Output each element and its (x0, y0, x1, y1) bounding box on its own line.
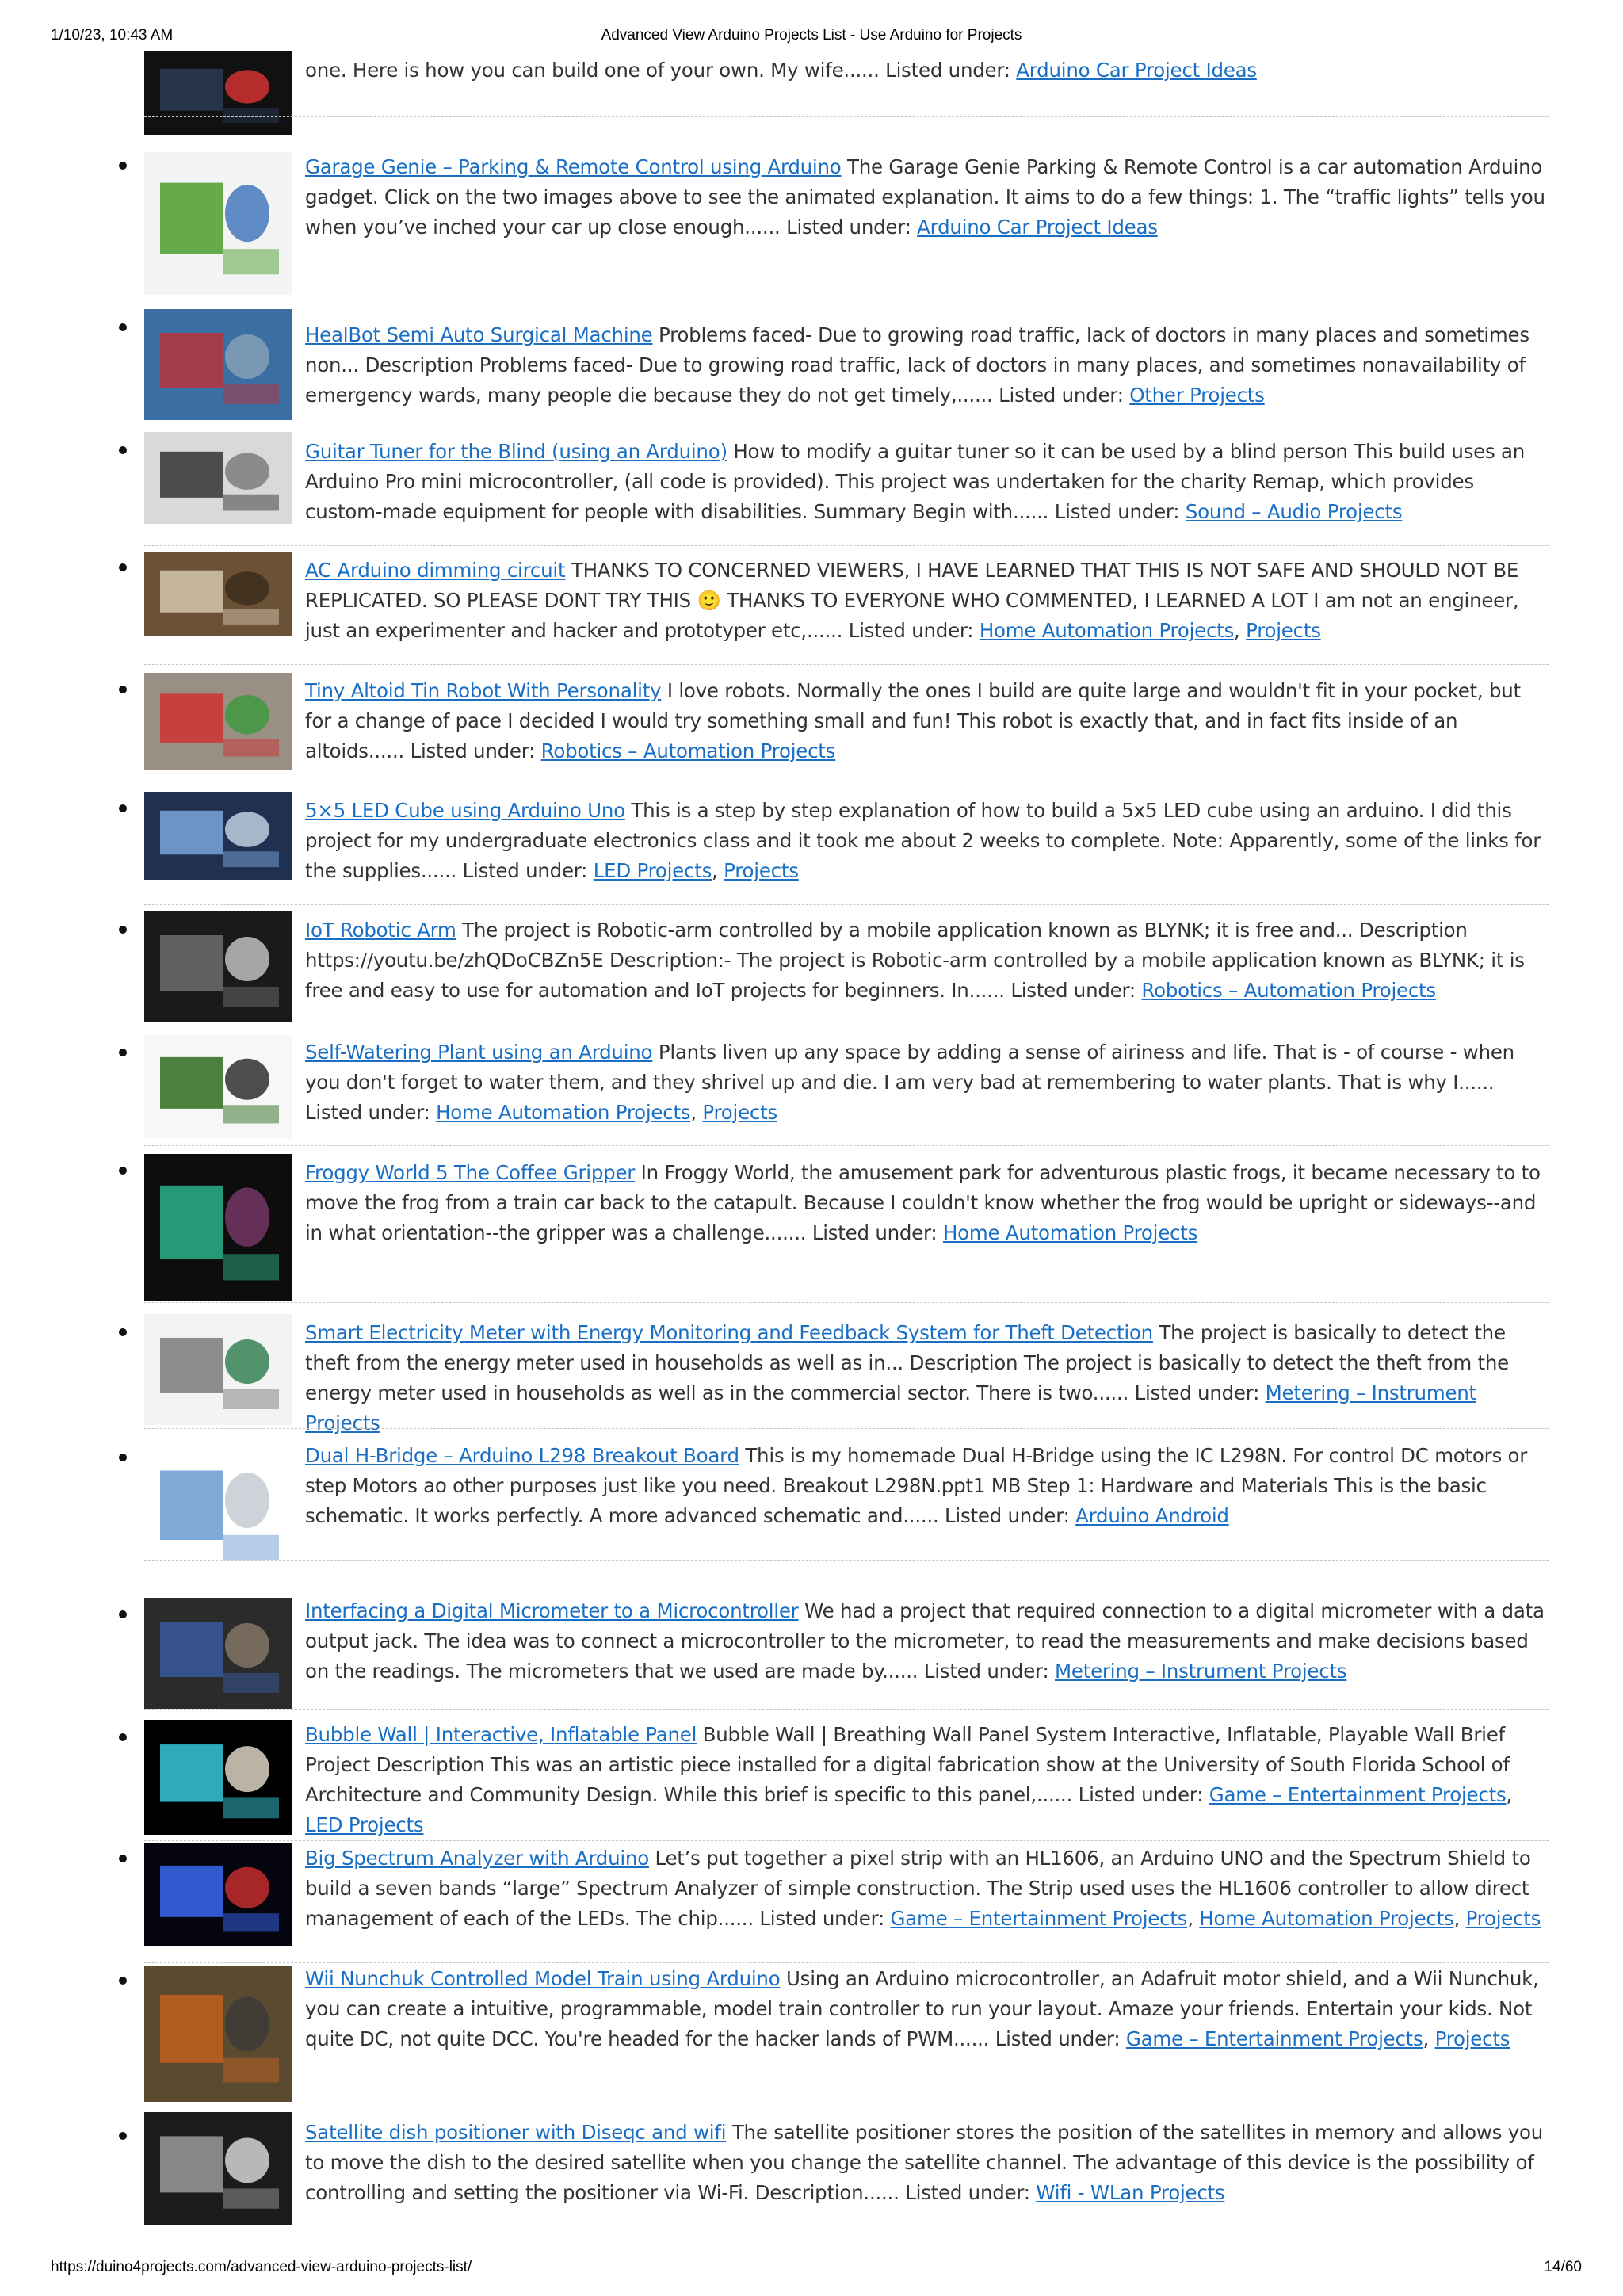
project-entry-text: Bubble Wall | Interactive, Inflatable Panel Bubble Wall | Breathing Wall Panel System Interactive, Inflatable, Playable Wall Brief Project Description This was an artistic piece installed for a digital fabrication show at the University of South Florida School of Architecture and Community Design. While this brief is specific to this panel,...... Listed under: Game – Entertainment Projects, LED Projects (305, 1723, 1513, 1836)
project-thumbnail[interactable] (144, 673, 292, 770)
project-entry-text: AC Arduino dimming circuit THANKS TO CONCERNED VIEWERS, I HAVE LEARNED THAT THIS IS NOT SAFE AND SHOULD NOT BE REPLICATED. SO PLEASE DONT TRY THIS 🙂 THANKS TO EVERYONE WHO COMMENTED, I LEARNED A LOT I am not an engineer, just an experimenter and hacker and prototyper etc,...... Listed under: Home Automation Projects, Projects (305, 559, 1519, 642)
project-title-link[interactable]: Dual H-Bridge – Arduino L298 Breakout Board (305, 1444, 739, 1467)
project-title-link[interactable]: Froggy World 5 The Coffee Gripper (305, 1161, 636, 1184)
category-link[interactable]: Game – Entertainment Projects (890, 1907, 1188, 1930)
item-separator (144, 116, 1549, 117)
item-separator (144, 1428, 1549, 1429)
listed-under-label: Listed under: (410, 739, 541, 762)
listed-under-label: Listed under: (305, 1101, 437, 1124)
project-title-link[interactable]: Smart Electricity Meter with Energy Monitoring and Feedback System for Theft Detection (305, 1321, 1153, 1344)
category-link[interactable]: Robotics – Automation Projects (540, 739, 836, 762)
category-link[interactable]: Metering – Instrument Projects (305, 1381, 1476, 1435)
listed-under-label: Listed under: (759, 1907, 891, 1930)
project-thumbnail[interactable] (144, 1843, 292, 1946)
listed-under-label: Listed under: (923, 1660, 1055, 1683)
listed-under-label: Listed under: (945, 1504, 1076, 1527)
item-separator (144, 1709, 1549, 1710)
list-bullet (119, 1328, 127, 1336)
listed-under-label: Listed under: (1078, 1783, 1209, 1806)
list-bullet (119, 1733, 127, 1741)
category-link[interactable]: Metering – Instrument Projects (1055, 1660, 1347, 1683)
item-separator (144, 904, 1549, 905)
project-title-link[interactable]: Bubble Wall | Interactive, Inflatable Panel (305, 1723, 697, 1746)
project-description: one. Here is how you can build one of your own. My wife...... (305, 59, 886, 82)
project-description: The project is Robotic-arm controlled by a mobile application known as BLYNK; it is free and... Description https://youtu.be/zhQDoCBZn5E Description:- The project is Robotic-arm controlled by a mobile application known as BLYNK; it is free and easy to use for automation and IoT projects for beginners. In...... (305, 919, 1525, 1002)
item-separator (144, 1840, 1549, 1841)
project-description: This is a step by step explanation of how to build a 5x5 LED cube using an arduino. I did this project for my undergraduate electronics class and it took me about 2 weeks to complete. Note: Apparently, some of the links for the supplies...... (305, 799, 1541, 882)
project-title-link[interactable]: Big Spectrum Analyzer with Arduino (305, 1847, 649, 1870)
category-link[interactable]: LED Projects (305, 1813, 424, 1836)
list-bullet (119, 926, 127, 934)
project-description: Bubble Wall | Breathing Wall Panel System Interactive, Inflatable, Playable Wall Brief Project Description This was an artistic piece installed for a digital fabrication show at the University of South Florida School of Architecture and Community Design. While this brief is specific to this panel,...... (305, 1723, 1510, 1806)
item-separator (144, 545, 1549, 546)
category-link[interactable]: Wifi - WLan Projects (1036, 2181, 1225, 2204)
project-entry-text (305, 676, 1549, 766)
project-description: In Froggy World, the amusement park for adventurous plastic frogs, it became necessary to to move the frog from a train car back to the catapult. Because I couldn't know whether the frog would be upright or sideways--and in what orientation--the gripper was a challenge....... (305, 1161, 1541, 1244)
listed-under-label: Listed under: (995, 2027, 1126, 2050)
project-description: I love robots. Normally the ones I build are quite large and wouldn't fit in your pocket, but for a change of pace I decided I would try something small and fun! This robot is exactly that, and in fact fits inside of an altoids...... (305, 679, 1521, 762)
item-separator (144, 1962, 1549, 1963)
project-entry-text: Wii Nunchuk Controlled Model Train using Arduino Using an Arduino microcontroller, an Adafruit motor shield, and a Wii Nunchuk, you can create a intuitive, programmable, model train controller to run your layout. Amaze your friends. Entertain your kids. Not quite DC, not quite DCC. You're headed for the hacker lands of PWM...... Listed under: Game – Entertainment Projects, Projects (305, 1967, 1539, 2050)
list-bullet (119, 1855, 127, 1862)
print-page-title: Advanced View Arduino Projects List - Use Arduino for Projects (601, 27, 1022, 44)
project-thumbnail[interactable] (144, 1441, 292, 1580)
project-entry-text (305, 1441, 1549, 1531)
project-description: The satellite positioner stores the position of the satellites in memory and allows you to move the dish to the desired satellite when you change the satellite channel. The advantage of this device is the possibility of controlling and setting the positioner via Wi-Fi. Description...... (305, 2121, 1544, 2204)
project-title-link[interactable]: Guitar Tuner for the Blind (using an Arduino) (305, 440, 727, 463)
project-description: The project is basically to detect the theft from the energy meter used in households as well as in... Description The project is basically to detect the theft from the energy meter used in households as well as in the commercial sector. There is two...... (305, 1321, 1509, 1404)
category-link[interactable]: Arduino Car Project Ideas (1016, 59, 1257, 82)
category-link[interactable]: Home Automation Projects (942, 1221, 1198, 1244)
category-link[interactable]: Home Automation Projects (979, 619, 1235, 642)
project-thumbnail[interactable] (144, 1720, 292, 1835)
project-title-link[interactable]: HealBot Semi Auto Surgical Machine (305, 323, 653, 346)
project-thumbnail[interactable] (144, 1598, 292, 1709)
listed-under-label: Listed under: (999, 384, 1130, 407)
category-link[interactable]: Arduino Android (1075, 1504, 1229, 1527)
category-link[interactable]: Sound – Audio Projects (1185, 500, 1403, 523)
project-entry-text (305, 915, 1549, 1006)
project-description: Problems faced- Due to growing road traffic, lack of doctors in many places and sometimes non... Description Problems faced- Due to growing road traffic, lack of doctors in many places, and sometimes nonavailability of emergency wards, many people die because they do not get timely,...... (305, 323, 1529, 407)
project-title-link[interactable]: Tiny Altoid Tin Robot With Personality (305, 679, 662, 702)
item-separator (144, 664, 1549, 665)
category-link[interactable]: Game – Entertainment Projects (1125, 2027, 1423, 2050)
project-thumbnail[interactable] (144, 2112, 292, 2225)
listed-under-label: Listed under: (786, 216, 918, 239)
project-thumbnail[interactable] (144, 552, 292, 636)
project-thumbnail[interactable] (144, 51, 292, 135)
print-url: https://duino4projects.com/advanced-view-arduino-projects-list/ (51, 2259, 472, 2275)
project-entry-text (305, 1158, 1549, 1248)
print-datetime: 1/10/23, 10:43 AM (51, 27, 174, 44)
project-description: Let’s put together a pixel strip with an HL1606, an Arduino UNO and the Spectrum Shield to build a seven bands “large” Spectrum Analyzer of simple construction. The Strip used uses the HL1606 controller to allow direct management of each of the LEDs. The chip...... (305, 1847, 1531, 1930)
project-thumbnail[interactable] (144, 1154, 292, 1301)
project-description: THANKS TO CONCERNED VIEWERS, I HAVE LEARNED THAT THIS IS NOT SAFE AND SHOULD NOT BE REPLICATED. SO PLEASE DONT TRY THIS 🙂 THANKS TO EVERYONE WHO COMMENTED, I LEARNED A LOT I am not an engineer, just an experimenter and hacker and prototyper etc,...... (305, 559, 1519, 642)
project-thumbnail[interactable] (144, 792, 292, 880)
project-title-link[interactable]: Satellite dish positioner with Diseqc and wifi (305, 2121, 727, 2144)
listed-under-label: Listed under: (905, 2181, 1037, 2204)
project-entry-text (305, 1318, 1549, 1438)
project-thumbnail[interactable] (144, 911, 292, 1022)
category-link[interactable]: Projects (1246, 619, 1321, 642)
project-title-link[interactable]: Self-Watering Plant using an Arduino (305, 1041, 653, 1064)
list-bullet (119, 563, 127, 571)
project-title-link[interactable]: Wii Nunchuk Controlled Model Train using Arduino (305, 1967, 781, 1990)
print-header (0, 27, 1623, 51)
listed-under-label: Listed under: (848, 619, 980, 642)
project-thumbnail[interactable] (144, 1314, 292, 1425)
category-link[interactable]: Projects (1434, 2027, 1510, 2050)
project-entry-text: Self-Watering Plant using an Arduino Plants liven up any space by adding a sense of airiness and life. That is - of course - when you don't forget to water them, and they shrivel up and die. I am very bad at remembering to water plants. That is why I...... Listed under: Home Automation Projects, Projects (305, 1041, 1514, 1124)
project-entry-text (305, 437, 1549, 527)
project-title-link[interactable]: AC Arduino dimming circuit (305, 559, 566, 582)
list-bullet (119, 1977, 127, 1985)
item-separator (144, 1560, 1549, 1561)
project-entry-text (305, 1596, 1549, 1687)
category-link[interactable]: Projects (702, 1101, 777, 1124)
category-link[interactable]: LED Projects (593, 859, 712, 882)
category-link[interactable]: Home Automation Projects (1199, 1907, 1454, 1930)
project-thumbnail[interactable] (144, 1966, 292, 2102)
project-description: The Garage Genie Parking & Remote Control is a car automation Arduino gadget. Click on the two images above to see the animated explanation. It aims to do a few things: 1. The “traffic lights” tells you when you’ve inched your car up close enough...... (305, 155, 1545, 239)
project-description: How to modify a guitar tuner so it can be used by a blind person This build uses an Arduino Pro mini microcontroller, (all code is provided). This project was undertaken for the charity Remap, which provides custom-made equipment for people with disabilities. Summary Begin with...... (305, 440, 1526, 523)
category-link[interactable]: Other Projects (1129, 384, 1265, 407)
listed-under-label: Listed under: (462, 859, 594, 882)
list-bullet (119, 2132, 127, 2140)
item-separator (144, 1302, 1549, 1303)
list-bullet (119, 323, 127, 331)
list-bullet (119, 162, 127, 170)
listed-under-label: Listed under: (1134, 1381, 1266, 1404)
list-bullet (119, 446, 127, 454)
project-entry-text (305, 2118, 1549, 2208)
category-link[interactable]: Projects (1465, 1907, 1541, 1930)
project-entry-text: 5×5 LED Cube using Arduino Uno This is a step by step explanation of how to build a 5x5 LED cube using an arduino. I did this project for my undergraduate electronics class and it took me about 2 weeks to complete. Note: Apparently, some of the links for the supplies...... Listed under: LED Projects, Projects (305, 799, 1541, 882)
list-bullet (119, 1167, 127, 1175)
project-description: We had a project that required connection to a digital micrometer with a data output jack. The idea was to connect a microcontroller to the micrometer, to read the measurements and make decisions based on the readings. The micrometers that we used are made by...... (305, 1599, 1545, 1683)
list-bullet (119, 804, 127, 812)
project-thumbnail[interactable] (144, 152, 292, 295)
list-bullet (119, 686, 127, 693)
project-title-link[interactable]: Interfacing a Digital Micrometer to a Microcontroller (305, 1599, 799, 1622)
project-title-link[interactable]: Garage Genie – Parking & Remote Control using Arduino (305, 155, 842, 178)
project-title-link[interactable]: IoT Robotic Arm (305, 919, 456, 942)
list-bullet (119, 1049, 127, 1056)
listed-under-label: Listed under: (885, 59, 1017, 82)
project-description: Plants liven up any space by adding a sense of airiness and life. That is - of course - when you don't forget to water them, and they shrivel up and die. I am very bad at remembering to water plants. That is why I...... (305, 1041, 1514, 1094)
print-footer (0, 2259, 1623, 2283)
category-link[interactable]: Robotics – Automation Projects (1141, 979, 1436, 1002)
print-page-number: 14/60 (1544, 2259, 1582, 2275)
project-thumbnail[interactable] (144, 432, 292, 524)
project-description: This is my homemade Dual H-Bridge using the IC L298N. For control DC motors or step Motors ao other purposes just like you need. Breakout L298N.ppt1 MB Step 1: Hardware and Materials This is the basic schematic. It works perfectly. A more advanced schematic and...... (305, 1444, 1528, 1527)
list-bullet (119, 1610, 127, 1618)
category-link[interactable]: Projects (724, 859, 799, 882)
project-entry-text (305, 152, 1549, 243)
project-description: Using an Arduino microcontroller, an Adafruit motor shield, and a Wii Nunchuk, you can create a intuitive, programmable, model train controller to run your layout. Amaze your friends. Entertain your kids. Not quite DC, not quite DCC. You're headed for the hacker lands of PWM...... (305, 1967, 1539, 2050)
project-thumbnail[interactable] (144, 1035, 292, 1138)
project-entry-text: Big Spectrum Analyzer with Arduino Let’s put together a pixel strip with an HL1606, an Arduino UNO and the Spectrum Shield to build a seven bands “large” Spectrum Analyzer of simple construction. The Strip used uses the HL1606 controller to allow direct management of each of the LEDs. The chip...... Listed under: Game – Entertainment Projects, Home Automation Projects, Projects (305, 1847, 1541, 1930)
listed-under-label: Listed under: (1010, 979, 1142, 1002)
project-entry-text (305, 320, 1549, 411)
list-bullet (119, 1454, 127, 1461)
category-link[interactable]: Arduino Car Project Ideas (917, 216, 1158, 239)
project-thumbnail[interactable] (144, 309, 292, 420)
project-entry-text (305, 55, 1549, 86)
category-link[interactable]: Game – Entertainment Projects (1209, 1783, 1507, 1806)
item-separator (144, 1145, 1549, 1146)
listed-under-label: Listed under: (812, 1221, 943, 1244)
category-link[interactable]: Home Automation Projects (436, 1101, 691, 1124)
project-title-link[interactable]: 5×5 LED Cube using Arduino Uno (305, 799, 625, 822)
listed-under-label: Listed under: (1054, 500, 1186, 523)
